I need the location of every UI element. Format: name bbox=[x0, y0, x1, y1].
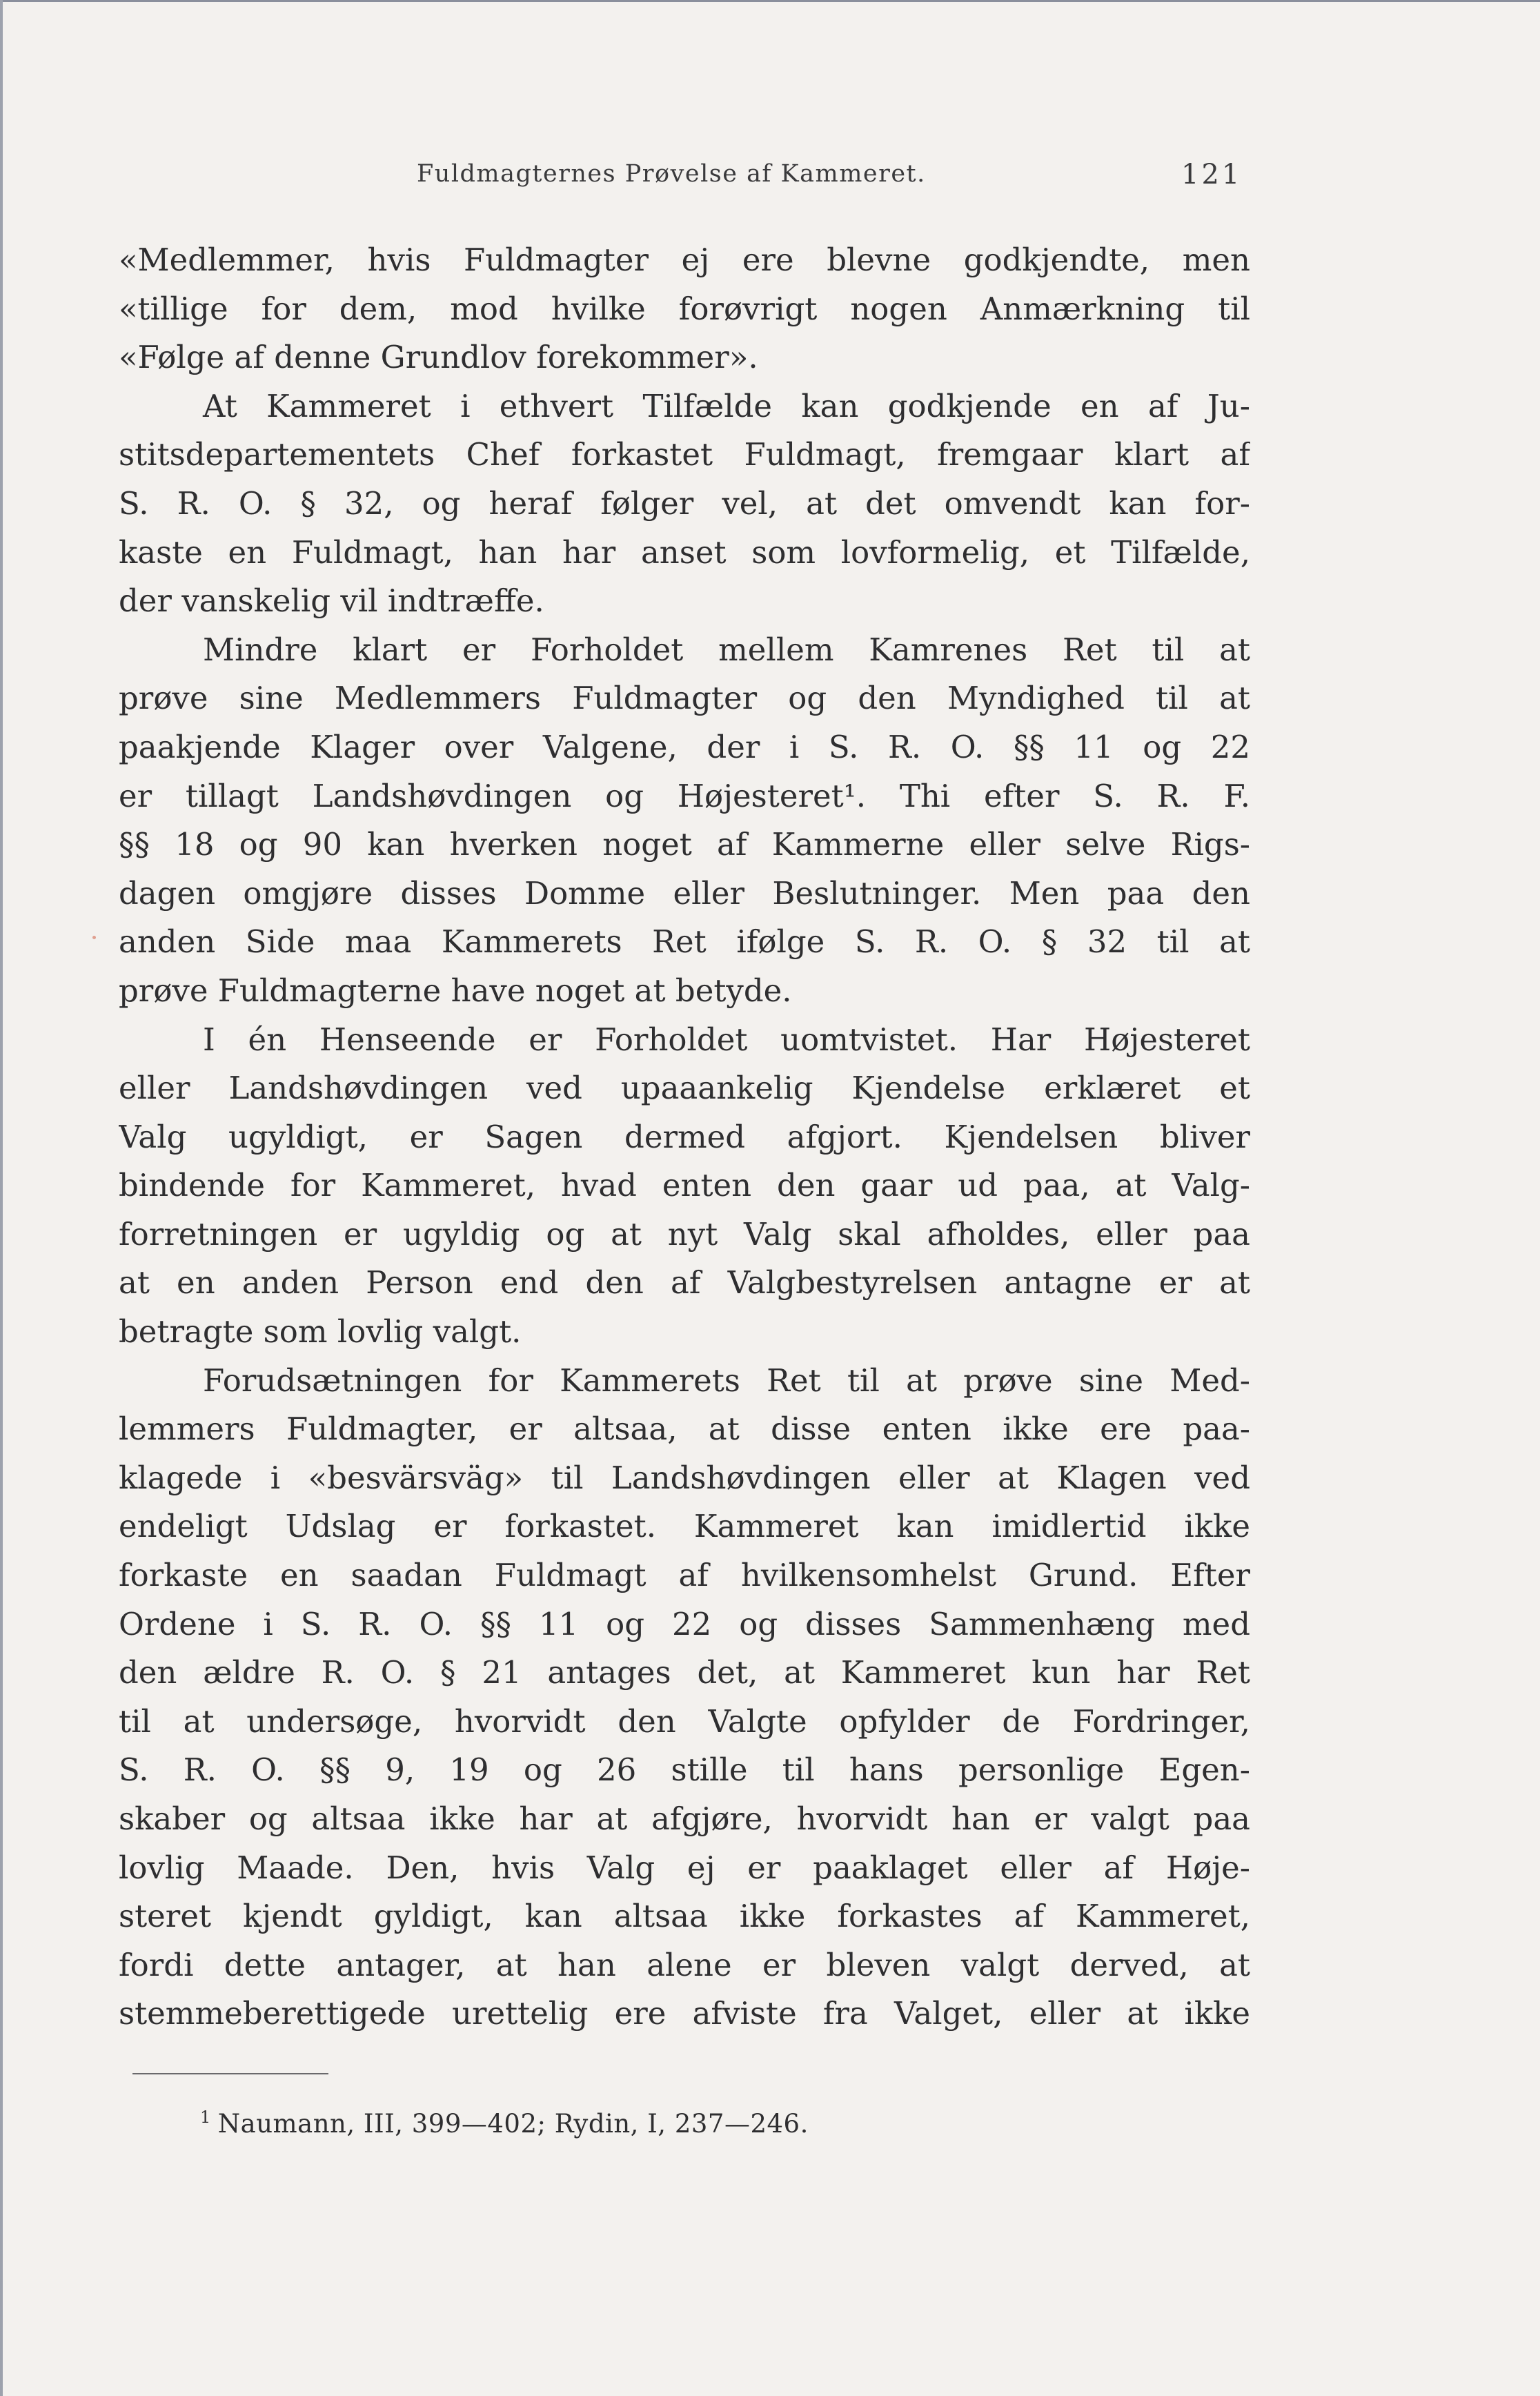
footnote-rule bbox=[132, 2073, 328, 2074]
text-line: Mindre klart er Forholdet mellem Kamrenes Ret til at bbox=[203, 631, 1250, 668]
text-line: «tillige for dem, mod hvilke forøvrigt nogen Anmærkning til bbox=[119, 290, 1250, 327]
text-line: «Medlemmer, hvis Fuldmagter ej ere blevne godkjendte, men bbox=[119, 242, 1250, 278]
text-line: forkaste en saadan Fuldmagt af hvilkensomhelst Grund. Efter bbox=[119, 1557, 1250, 1594]
text-line: den ældre R. O. § 21 antages det, at Kammeret kun har Ret bbox=[119, 1654, 1250, 1691]
text-line: stemmeberettigede urettelig ere afviste fra Valget, eller at ikke bbox=[119, 1995, 1250, 2032]
text-line: S. R. O. § 32, og heraf følger vel, at det omvendt kan for- bbox=[119, 484, 1250, 522]
footnote-marker: 1 bbox=[200, 2108, 211, 2127]
text-line: S. R. O. §§ 9, 19 og 26 stille til hans personlige Egen- bbox=[119, 1751, 1250, 1789]
body-text bbox=[119, 236, 1250, 2039]
running-title: Fuldmagternes Prøvelse af Kammeret. bbox=[417, 160, 926, 188]
page-number: 121 bbox=[1181, 159, 1243, 190]
text-line: Ordene i S. R. O. §§ 11 og 22 og disses Sammenhæng med bbox=[119, 1605, 1250, 1642]
text-line: kaste en Fuldmagt, han har anset som lovformelig, et Tilfælde, bbox=[119, 533, 1250, 571]
text-line: At Kammeret i ethvert Tilfælde kan godkjende en af Ju- bbox=[203, 387, 1250, 424]
text-line: paakjende Klager over Valgene, der i S. R. O. §§ 11 og 22 bbox=[119, 728, 1250, 765]
text-line: Forudsætningen for Kammerets Ret til at prøve sine Med- bbox=[203, 1362, 1250, 1399]
text-line: fordi dette antager, at han alene er bleven valgt derved, at bbox=[119, 1946, 1250, 1983]
text-line: prøve Fuldmagterne have noget at betyde. bbox=[119, 972, 792, 1009]
text-line: I én Henseende er Forholdet uomtvistet. Har Højesteret bbox=[203, 1021, 1250, 1058]
text-line: steret kjendt gyldigt, kan altsaa ikke forkastes af Kammeret, bbox=[119, 1898, 1250, 1935]
footnote-text: Naumann, III, 399—402; Rydin, I, 237—246. bbox=[217, 2109, 809, 2139]
text-line: endeligt Udslag er forkastet. Kammeret kan imidlertid ikke bbox=[119, 1508, 1250, 1545]
text-line: at en anden Person end den af Valgbestyrelsen antagne er at bbox=[119, 1264, 1250, 1302]
text-line: Valg ugyldigt, er Sagen dermed afgjort. Kjendelsen bliver bbox=[119, 1118, 1250, 1155]
text-line: anden Side maa Kammerets Ret ifølge S. R. O. § 32 til at bbox=[119, 923, 1250, 961]
text-line: forretningen er ugyldig og at nyt Valg skal afholdes, eller paa bbox=[119, 1215, 1250, 1253]
text-line: er tillagt Landshøvdingen og Højesteret¹. Thi efter S. R. F. bbox=[119, 777, 1250, 814]
text-line: dagen omgjøre disses Domme eller Beslutninger. Men paa den bbox=[119, 874, 1250, 912]
text-line: lemmers Fuldmagter, er altsaa, at disse enten ikke ere paa- bbox=[119, 1411, 1250, 1448]
text-line: §§ 18 og 90 kan hverken noget af Kammerne eller selve Rigs- bbox=[119, 826, 1250, 863]
text-line: til at undersøge, hvorvidt den Valgte opfylder de Fordringer, bbox=[119, 1702, 1250, 1740]
text-line: stitsdepartementets Chef forkastet Fuldmagt, fremgaar klart af bbox=[119, 436, 1250, 473]
footnote bbox=[200, 2108, 809, 2139]
ink-speck bbox=[92, 936, 96, 939]
text-line: prøve sine Medlemmers Fuldmagter og den Myndighed til at bbox=[119, 680, 1250, 717]
text-line: klagede i «besvärsväg» til Landshøvdingen eller at Klagen ved bbox=[119, 1459, 1250, 1496]
text-line: bindende for Kammeret, hvad enten den gaar ud paa, at Valg- bbox=[119, 1167, 1250, 1204]
text-line: skaber og altsaa ikke har at afgjøre, hvorvidt han er valgt paa bbox=[119, 1800, 1250, 1837]
text-line: eller Landshøvdingen ved upaaankelig Kjendelse erklæret et bbox=[119, 1070, 1250, 1107]
text-line: der vanskelig vil indtræffe. bbox=[119, 582, 544, 620]
text-line: betragte som lovlig valgt. bbox=[119, 1313, 522, 1351]
text-line: lovlig Maade. Den, hvis Valg ej er paaklaget eller af Høje- bbox=[119, 1849, 1250, 1886]
text-line: «Følge af denne Grundlov forekommer». bbox=[119, 339, 758, 376]
